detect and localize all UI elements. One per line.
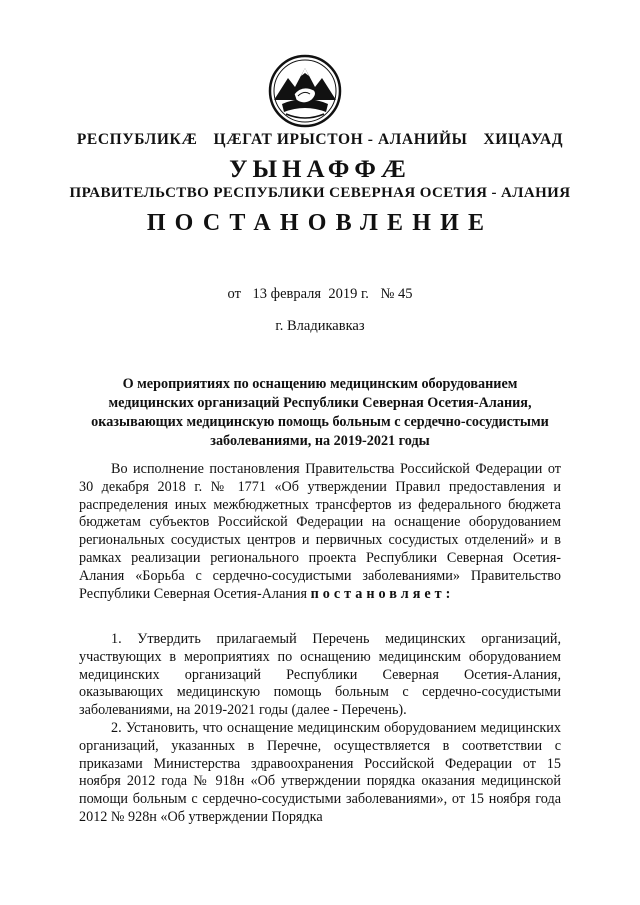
- paragraph-1: 1. Утвердить прилагаемый Перечень медицинских организаций, участвующих в мероприятиях по оснащению медицинским оборудованием медицинских организаций Республики Северная Осетия-Алания, оказывающих медицинскую помощь больным с сердечно-сосудистыми заболеваниями, на 2019-2021 годы (далее - Перечень).: [79, 631, 561, 719]
- header-ossetian-title: [0, 131, 640, 149]
- date-prefix: от: [227, 286, 241, 302]
- decree-date: 13 февраля 2019 г.: [252, 286, 369, 302]
- decree-number: № 45: [380, 286, 413, 302]
- header-decree-title: ПОСТАНОВЛЕНИЕ: [146, 210, 494, 236]
- document-title: О мероприятиях по оснащению медицинским оборудованием медицинских организаций Республики Северная Осетия-Алания, оказывающих медицинскую помощь больным с сердечно-сосудистыми заболеваниями, на 2019-2021 годы: [91, 376, 549, 449]
- preamble-text: Во исполнение постановления Правительства Российской Федерации от 30 декабря 2018 г. № 1771 «Об утверждении Правил предоставления и распределения иных межбюджетных трансфертов из федерального бюджета бюджетам субъектов Российской Федерации на оснащение оборудованием региональных сосудистых центров и первичных сосудистых отделений» и в рамках реализации регионального проекта Республики Северная Осетия-Алания «Борьба с сердечно-сосудистыми заболеваниями» Правительство Республики Северная Осетия-Алания: [79, 461, 561, 602]
- resolves-word: постановляет:: [310, 585, 455, 602]
- header-word-1: РЕСПУБЛИКӔ: [76, 131, 198, 148]
- decree-city: г. Владикавказ: [275, 318, 365, 334]
- paragraph-2: 2. Установить, что оснащение медицинским оборудованием медицинских организаций, указанных в Перечне, осуществляется в соответствии с приказами Министерства здравоохранения Российской Федерации от 15 ноября 2012 года № 918н «Об утверждении порядка оказания медицинской помощи больным с сердечно-сосудистыми заболеваниями», от 15 ноября года 2012 № 928н «Об утверждении Порядка: [79, 720, 561, 825]
- header-word-3: ХИЦАУАД: [483, 131, 564, 148]
- header-government: ПРАВИТЕЛЬСТВО РЕСПУБЛИКИ СЕВЕРНАЯ ОСЕТИЯ - АЛАНИЯ: [69, 185, 571, 201]
- decree-date-line: [0, 286, 640, 303]
- header-word-2: ЦӔГАТ ИРЫСТОН - АЛАНИЙЫ: [213, 131, 468, 148]
- paragraph-preamble: [79, 461, 561, 603]
- header-ossetian-decree: УЫНАФФӔ: [229, 156, 411, 183]
- coat-of-arms-emblem: [268, 54, 342, 128]
